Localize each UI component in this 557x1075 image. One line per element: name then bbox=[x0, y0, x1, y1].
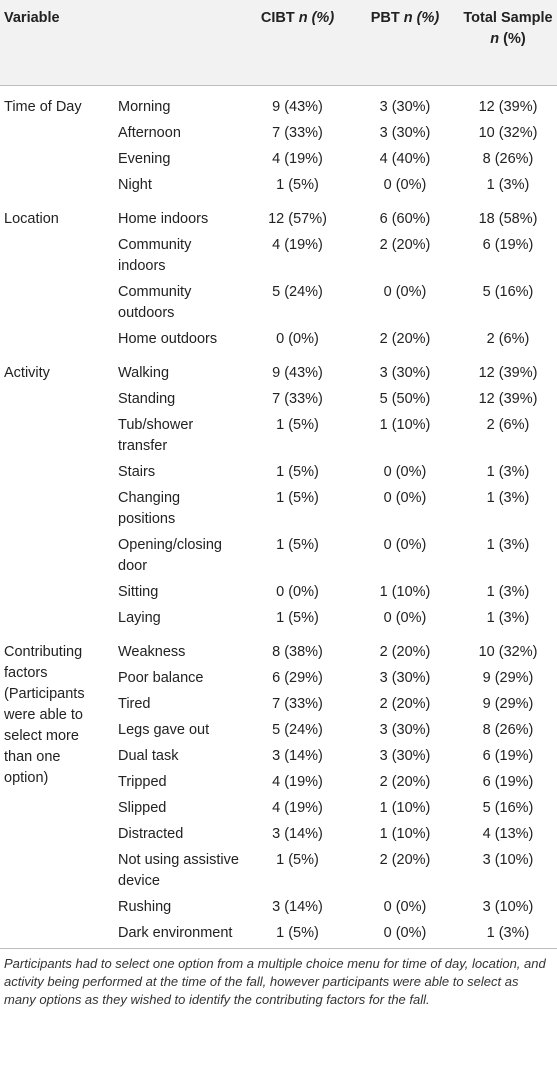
cibt-cell: 7 (33%) bbox=[272, 124, 323, 141]
pbt-cell: 2 (20%) bbox=[379, 330, 431, 347]
total-cell: 5 (16%) bbox=[482, 799, 534, 816]
pbt-cell: 1 (10%) bbox=[379, 825, 431, 842]
row-label: Walking bbox=[118, 364, 170, 381]
pbt-cell: 4 (40%) bbox=[379, 150, 431, 167]
total-cell: 9 (29%) bbox=[482, 669, 534, 686]
cibt-cell: 1 (5%) bbox=[276, 463, 319, 480]
cibt-cell: 3 (14%) bbox=[272, 898, 323, 915]
header-total-pct: (%) bbox=[503, 31, 526, 47]
cibt-cell: 4 (19%) bbox=[272, 799, 323, 816]
pbt-cell: 3 (30%) bbox=[379, 669, 431, 686]
total-cell: 8 (26%) bbox=[482, 721, 534, 738]
row-label: Evening bbox=[118, 150, 171, 167]
cibt-cell: 6 (29%) bbox=[272, 669, 323, 686]
table-header bbox=[0, 0, 557, 85]
row-label: Home outdoors bbox=[118, 330, 218, 347]
cibt-cell: 1 (5%) bbox=[276, 489, 319, 506]
row-label: Sitting bbox=[118, 583, 159, 600]
pbt-cell: 3 (30%) bbox=[379, 721, 431, 738]
row-label: Stairs bbox=[118, 463, 156, 480]
total-cell: 4 (13%) bbox=[482, 825, 534, 842]
total-cell: 1 (3%) bbox=[486, 176, 530, 193]
total-cell: 12 (39%) bbox=[478, 98, 538, 115]
row-label: Standing bbox=[118, 390, 176, 407]
pbt-cell: 2 (20%) bbox=[379, 851, 431, 868]
cibt-cell: 1 (5%) bbox=[276, 176, 319, 193]
total-cell: 9 (29%) bbox=[482, 695, 534, 712]
cibt-cell: 5 (24%) bbox=[272, 721, 323, 738]
pbt-cell: 3 (30%) bbox=[379, 747, 431, 764]
row-label: Poor balance bbox=[118, 669, 204, 686]
row-label: Community outdoors bbox=[118, 283, 192, 321]
header-cibt-n: n (%) bbox=[298, 10, 335, 26]
cibt-cell: 0 (0%) bbox=[276, 330, 319, 347]
cibt-cell: 1 (5%) bbox=[276, 416, 319, 433]
cibt-cell: 5 (24%) bbox=[272, 283, 323, 300]
header-pbt bbox=[351, 0, 459, 85]
pbt-cell: 2 (20%) bbox=[379, 695, 431, 712]
row-label: Dark environment bbox=[118, 924, 233, 941]
header-cibt bbox=[244, 0, 351, 85]
row-label: Rushing bbox=[118, 898, 172, 915]
pbt-cell: 2 (20%) bbox=[379, 643, 431, 660]
pbt-cell: 0 (0%) bbox=[383, 536, 427, 553]
total-cell: 5 (16%) bbox=[482, 283, 534, 300]
group-label: Time of Day bbox=[4, 98, 82, 115]
pbt-cell: 0 (0%) bbox=[383, 463, 427, 480]
row-label: Laying bbox=[118, 609, 161, 626]
row-label: Opening/closing door bbox=[118, 536, 222, 574]
table-row bbox=[0, 631, 557, 665]
row-label: Tired bbox=[118, 695, 151, 712]
total-cell: 12 (39%) bbox=[478, 364, 538, 381]
cibt-cell: 3 (14%) bbox=[272, 747, 323, 764]
cibt-cell: 0 (0%) bbox=[276, 583, 319, 600]
total-cell: 8 (26%) bbox=[482, 150, 534, 167]
pbt-cell: 0 (0%) bbox=[383, 898, 427, 915]
row-label: Slipped bbox=[118, 799, 167, 816]
pbt-cell: 1 (10%) bbox=[379, 416, 431, 433]
pbt-cell: 0 (0%) bbox=[383, 489, 427, 506]
header-variable: Variable bbox=[0, 0, 112, 85]
group-label: Contributing factors (Participants were able to select more than one option) bbox=[4, 643, 85, 786]
total-cell: 1 (3%) bbox=[486, 536, 530, 553]
group-label: Activity bbox=[4, 364, 50, 381]
header-total-n: n bbox=[490, 31, 500, 47]
row-label: Tub/shower transfer bbox=[118, 416, 194, 454]
row-label: Home indoors bbox=[118, 210, 209, 227]
total-cell: 1 (3%) bbox=[486, 463, 530, 480]
row-label: Not using assistive device bbox=[118, 851, 239, 889]
pbt-cell: 6 (60%) bbox=[379, 210, 431, 227]
pbt-cell: 5 (50%) bbox=[379, 390, 431, 407]
pbt-cell: 1 (10%) bbox=[379, 583, 431, 600]
cibt-cell: 4 (19%) bbox=[272, 236, 323, 253]
total-cell: 10 (32%) bbox=[478, 124, 538, 141]
cibt-cell: 9 (43%) bbox=[272, 98, 323, 115]
header-total bbox=[459, 0, 557, 85]
header-total-label: Total Sample bbox=[463, 10, 553, 26]
row-label: Morning bbox=[118, 98, 171, 115]
total-cell: 1 (3%) bbox=[486, 609, 530, 626]
pbt-cell: 0 (0%) bbox=[383, 924, 427, 941]
cibt-cell: 1 (5%) bbox=[276, 609, 319, 626]
total-cell: 2 (6%) bbox=[486, 330, 530, 347]
cibt-cell: 7 (33%) bbox=[272, 390, 323, 407]
pbt-cell: 2 (20%) bbox=[379, 773, 431, 790]
cibt-cell: 1 (5%) bbox=[276, 924, 319, 941]
total-cell: 10 (32%) bbox=[478, 643, 538, 660]
total-cell: 6 (19%) bbox=[482, 773, 534, 790]
total-cell: 1 (3%) bbox=[486, 489, 530, 506]
cibt-cell: 4 (19%) bbox=[272, 773, 323, 790]
pbt-cell: 0 (0%) bbox=[383, 283, 427, 300]
header-pbt-label: PBT bbox=[370, 10, 400, 26]
total-cell: 2 (6%) bbox=[486, 416, 530, 433]
cibt-cell: 12 (57%) bbox=[268, 210, 327, 227]
row-label: Dual task bbox=[118, 747, 179, 764]
total-cell: 12 (39%) bbox=[478, 390, 538, 407]
table-row bbox=[0, 352, 557, 386]
table-row bbox=[0, 85, 557, 120]
table-footnote: Participants had to select one option from a multiple choice menu for time of day, location, and activity being performed at the time of the fall, however participants were able to select as many options as they wished to identify the contributing factors for the fall. bbox=[4, 955, 546, 1007]
row-label: Distracted bbox=[118, 825, 184, 842]
pbt-cell: 2 (20%) bbox=[379, 236, 431, 253]
total-cell: 1 (3%) bbox=[486, 583, 530, 600]
group-label: Location bbox=[4, 210, 59, 227]
total-cell: 6 (19%) bbox=[482, 747, 534, 764]
total-cell: 18 (58%) bbox=[478, 210, 538, 227]
total-cell: 6 (19%) bbox=[482, 236, 534, 253]
total-cell: 3 (10%) bbox=[482, 898, 534, 915]
row-label: Legs gave out bbox=[118, 721, 210, 738]
row-label: Weakness bbox=[118, 643, 186, 660]
header-blank bbox=[112, 0, 244, 85]
row-label: Community indoors bbox=[118, 236, 192, 274]
total-cell: 1 (3%) bbox=[486, 924, 530, 941]
pbt-cell: 0 (0%) bbox=[383, 609, 427, 626]
cibt-cell: 1 (5%) bbox=[276, 851, 319, 868]
header-pbt-n: n (%) bbox=[403, 10, 440, 26]
table-row bbox=[0, 198, 557, 232]
cibt-cell: 4 (19%) bbox=[272, 150, 323, 167]
row-label: Afternoon bbox=[118, 124, 181, 141]
pbt-cell: 3 (30%) bbox=[379, 98, 431, 115]
table-body bbox=[0, 85, 557, 948]
cibt-cell: 1 (5%) bbox=[276, 536, 319, 553]
pbt-cell: 3 (30%) bbox=[379, 124, 431, 141]
total-cell: 3 (10%) bbox=[482, 851, 534, 868]
pbt-cell: 0 (0%) bbox=[383, 176, 427, 193]
cibt-cell: 3 (14%) bbox=[272, 825, 323, 842]
cibt-cell: 9 (43%) bbox=[272, 364, 323, 381]
header-cibt-label: CIBT bbox=[260, 10, 295, 26]
cibt-cell: 7 (33%) bbox=[272, 695, 323, 712]
row-label: Night bbox=[118, 176, 152, 193]
row-label: Changing positions bbox=[118, 489, 181, 527]
pbt-cell: 3 (30%) bbox=[379, 364, 431, 381]
cibt-cell: 8 (38%) bbox=[272, 643, 323, 660]
row-label: Tripped bbox=[118, 773, 167, 790]
pbt-cell: 1 (10%) bbox=[379, 799, 431, 816]
